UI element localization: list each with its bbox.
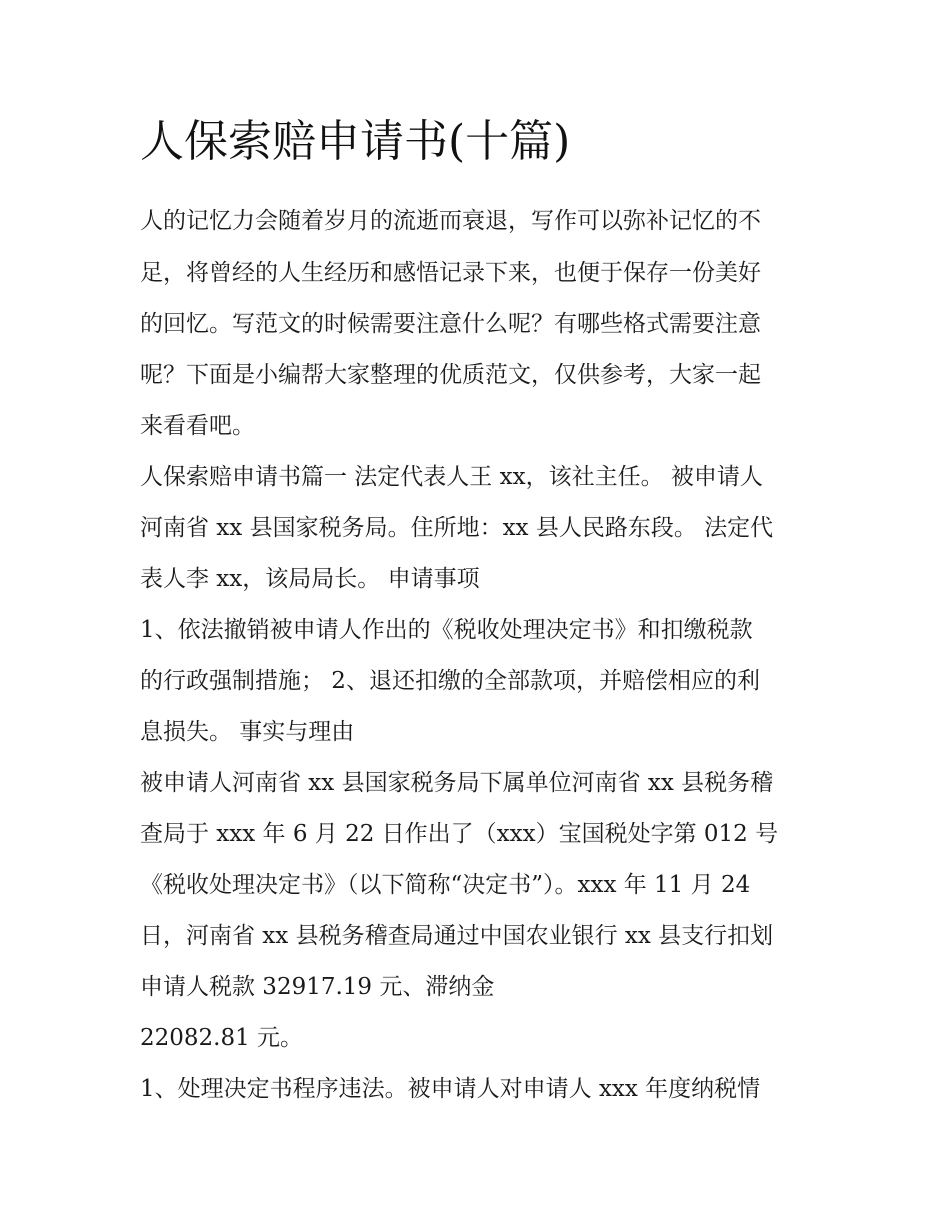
body-line: 22082.81 元。 <box>140 1025 304 1051</box>
body-line: 被申请人河南省 xx 县国家税务局下属单位河南省 xx 县税务稽 <box>140 770 774 796</box>
document-title: 人保索赔申请书(十篇) <box>140 116 571 167</box>
body-line: 河南省 xx 县国家税务局。住所地：xx 县人民路东段。 法定代 <box>140 515 774 541</box>
body-line: 的回忆。写范文的时候需要注意什么呢？有哪些格式需要注意 <box>140 311 761 337</box>
body-line: 表人李 xx，该局局长。 申请事项 <box>140 566 480 592</box>
body-line: 人的记忆力会随着岁月的流逝而衰退，写作可以弥补记忆的不 <box>140 208 761 234</box>
body-line: 1、处理决定书程序违法。被申请人对申请人 xxx 年度纳税情 <box>140 1076 761 1102</box>
body-line: 日，河南省 xx 县税务稽查局通过中国农业银行 xx 县支行扣划 <box>140 923 774 949</box>
body-line: 《税收处理决定书》（以下简称“决定书”）。xxx 年 11 月 24 <box>140 872 751 898</box>
body-line: 查局于 xxx 年 6 月 22 日作出了（xxx）宝国税处字第 012 号 <box>140 821 779 847</box>
body-line: 息损失。 事实与理由 <box>140 719 355 745</box>
body-line: 呢？下面是小编帮大家整理的优质范文，仅供参考，大家一起 <box>140 362 761 388</box>
body-line: 1、依法撤销被申请人作出的《税收处理决定书》和扣缴税款 <box>140 617 753 643</box>
body-line: 人保索赔申请书篇一 法定代表人王 xx，该社主任。 被申请人 <box>140 464 763 490</box>
body-line: 申请人税款 32917.19 元、滞纳金 <box>140 974 495 1000</box>
body-line: 来看看吧。 <box>140 413 255 439</box>
body-line: 足，将曾经的人生经历和感悟记录下来，也便于保存一份美好 <box>140 260 761 286</box>
body-line: 的行政强制措施； 2、退还扣缴的全部款项，并赔偿相应的利 <box>140 668 760 694</box>
